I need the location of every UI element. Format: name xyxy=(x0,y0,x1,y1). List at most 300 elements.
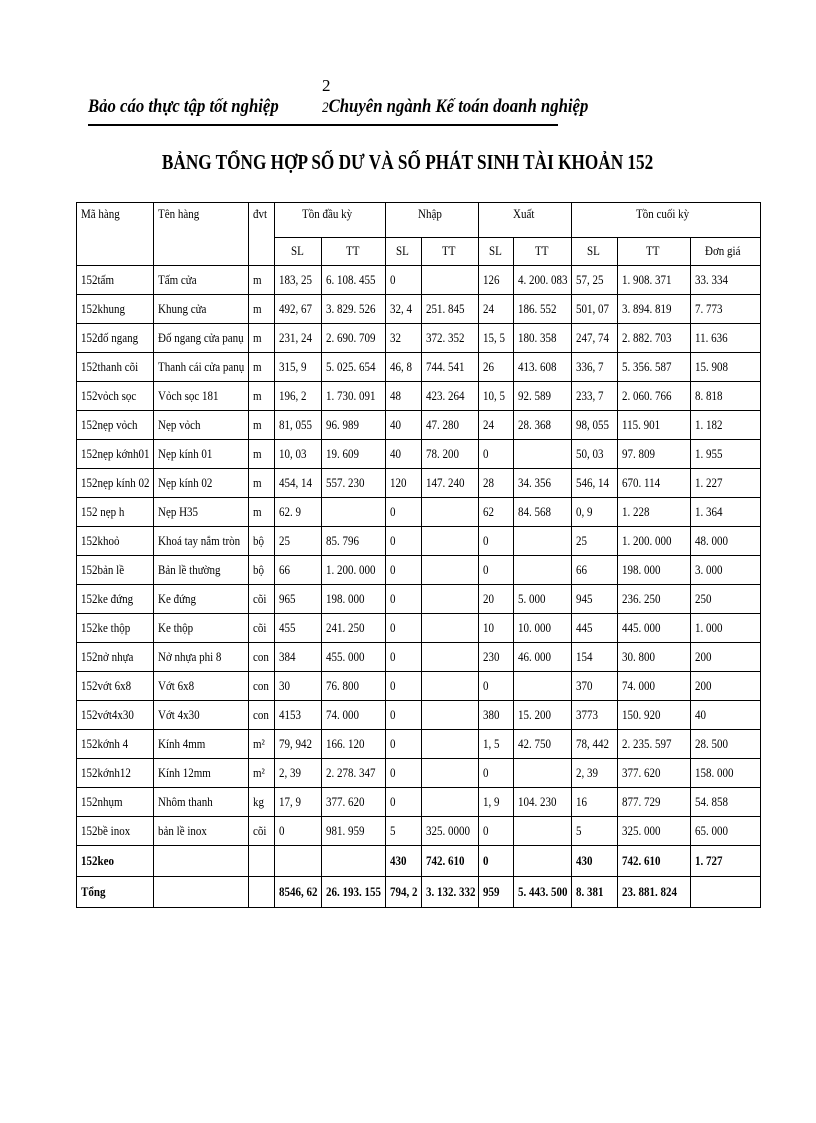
subheader-sl: SL xyxy=(572,238,618,266)
subheader-sl: SL xyxy=(386,238,422,266)
header-major xyxy=(322,96,588,118)
cell-ma-hang: 152bản lề xyxy=(77,556,154,585)
cell-dvt: m xyxy=(249,324,275,353)
document-title-text: BẢNG TỔNG HỢP SỐ DƯ VÀ SỐ PHÁT SINH TÀI KHOẢN 152 xyxy=(162,150,654,174)
cell-ten-hang xyxy=(154,846,249,877)
cell-ton-dau-sl: 81, 055 xyxy=(275,411,322,440)
cell-xuat-tt: 413. 608 xyxy=(514,353,572,382)
cell-ma-hang: 152vớt4x30 xyxy=(77,701,154,730)
cell-nhap-sl: 32, 4 xyxy=(386,295,422,324)
cell-ton-dau-sl: 0 xyxy=(275,817,322,846)
cell-don-gia: 33. 334 xyxy=(691,266,761,295)
cell-ton-cuoi-sl: 430 xyxy=(572,846,618,877)
cell-don-gia: 11. 636 xyxy=(691,324,761,353)
cell-ton-cuoi-sl: 445 xyxy=(572,614,618,643)
cell-dvt: bộ xyxy=(249,527,275,556)
cell-don-gia xyxy=(691,877,761,908)
cell-nhap-sl: 40 xyxy=(386,440,422,469)
cell-ton-dau-tt: 198. 000 xyxy=(322,585,386,614)
cell-nhap-sl: 794, 2 xyxy=(386,877,422,908)
cell-nhap-tt xyxy=(422,498,479,527)
cell-dvt: m xyxy=(249,382,275,411)
cell-ton-dau-sl: 10, 03 xyxy=(275,440,322,469)
table-row xyxy=(77,382,761,411)
cell-ten-hang xyxy=(154,877,249,908)
cell-ton-cuoi-sl: 78, 442 xyxy=(572,730,618,759)
cell-xuat-sl: 24 xyxy=(479,411,514,440)
cell-nhap-tt: 372. 352 xyxy=(422,324,479,353)
cell-xuat-tt xyxy=(514,672,572,701)
cell-ton-cuoi-tt: 1. 200. 000 xyxy=(618,527,691,556)
cell-xuat-sl: 1, 9 xyxy=(479,788,514,817)
cell-dvt: con xyxy=(249,701,275,730)
cell-ten-hang: Nhôm thanh xyxy=(154,788,249,817)
cell-xuat-tt: 5. 000 xyxy=(514,585,572,614)
cell-ton-cuoi-tt: 23. 881. 824 xyxy=(618,877,691,908)
cell-xuat-tt: 34. 356 xyxy=(514,469,572,498)
cell-ma-hang: 152 nẹp h xyxy=(77,498,154,527)
cell-ma-hang: 152kớnh 4 xyxy=(77,730,154,759)
cell-ton-dau-tt xyxy=(322,498,386,527)
cell-nhap-sl: 0 xyxy=(386,585,422,614)
cell-ten-hang: Thanh cái cửa panụ xyxy=(154,353,249,382)
account-152-summary-table xyxy=(76,202,761,908)
cell-dvt: con xyxy=(249,643,275,672)
cell-ton-cuoi-sl: 57, 25 xyxy=(572,266,618,295)
cell-ton-dau-tt: 76. 800 xyxy=(322,672,386,701)
cell-xuat-tt: 10. 000 xyxy=(514,614,572,643)
table-row-total xyxy=(77,877,761,908)
cell-ma-hang: 152nẹp kớnh01 xyxy=(77,440,154,469)
cell-ma-hang: 152kớnh12 xyxy=(77,759,154,788)
cell-xuat-tt: 186. 552 xyxy=(514,295,572,324)
cell-xuat-sl: 62 xyxy=(479,498,514,527)
cell-ma-hang: 152keo xyxy=(77,846,154,877)
table-row xyxy=(77,324,761,353)
cell-ma-hang: 152nẹp vỏch xyxy=(77,411,154,440)
cell-ton-cuoi-tt: 445. 000 xyxy=(618,614,691,643)
cell-ton-cuoi-sl: 5 xyxy=(572,817,618,846)
cell-ma-hang: Tổng xyxy=(77,877,154,908)
cell-xuat-tt: 104. 230 xyxy=(514,788,572,817)
cell-don-gia: 1. 727 xyxy=(691,846,761,877)
cell-ton-dau-tt: 1. 200. 000 xyxy=(322,556,386,585)
cell-ton-cuoi-sl: 8. 381 xyxy=(572,877,618,908)
table-row xyxy=(77,411,761,440)
subheader-tt: TT xyxy=(618,238,691,266)
cell-xuat-tt xyxy=(514,817,572,846)
cell-ten-hang: Vớt 4x30 xyxy=(154,701,249,730)
cell-ton-cuoi-tt: 2. 882. 703 xyxy=(618,324,691,353)
cell-ton-dau-tt: 557. 230 xyxy=(322,469,386,498)
cell-nhap-tt: 423. 264 xyxy=(422,382,479,411)
cell-ton-cuoi-sl: 336, 7 xyxy=(572,353,618,382)
cell-xuat-sl: 126 xyxy=(479,266,514,295)
cell-nhap-tt: 3. 132. 332 xyxy=(422,877,479,908)
cell-nhap-tt: 147. 240 xyxy=(422,469,479,498)
cell-nhap-tt: 325. 0000 xyxy=(422,817,479,846)
cell-ten-hang: Nẹp kính 01 xyxy=(154,440,249,469)
cell-xuat-tt: 180. 358 xyxy=(514,324,572,353)
cell-dvt: cõi xyxy=(249,585,275,614)
document-title xyxy=(0,150,816,175)
cell-ton-dau-sl: 2, 39 xyxy=(275,759,322,788)
cell-ton-cuoi-tt: 2. 060. 766 xyxy=(618,382,691,411)
cell-ten-hang: Ke thộp xyxy=(154,614,249,643)
cell-xuat-tt: 46. 000 xyxy=(514,643,572,672)
cell-ton-cuoi-sl: 370 xyxy=(572,672,618,701)
cell-dvt: cõi xyxy=(249,614,275,643)
cell-nhap-sl: 0 xyxy=(386,266,422,295)
cell-xuat-tt xyxy=(514,527,572,556)
cell-don-gia: 1. 182 xyxy=(691,411,761,440)
cell-ton-cuoi-sl: 3773 xyxy=(572,701,618,730)
cell-ton-cuoi-tt: 742. 610 xyxy=(618,846,691,877)
cell-xuat-sl: 0 xyxy=(479,672,514,701)
header-ten-hang: Tên hàng xyxy=(154,203,249,266)
cell-ten-hang: Tấm cửa xyxy=(154,266,249,295)
cell-xuat-tt: 15. 200 xyxy=(514,701,572,730)
cell-ton-dau-tt: 1. 730. 091 xyxy=(322,382,386,411)
cell-nhap-tt xyxy=(422,730,479,759)
cell-ten-hang: Khung cửa xyxy=(154,295,249,324)
cell-don-gia: 15. 908 xyxy=(691,353,761,382)
header-ma-hang: Mã hàng xyxy=(77,203,154,266)
cell-nhap-sl: 0 xyxy=(386,556,422,585)
table-row xyxy=(77,469,761,498)
table-row xyxy=(77,353,761,382)
cell-xuat-sl: 26 xyxy=(479,353,514,382)
cell-xuat-sl: 230 xyxy=(479,643,514,672)
cell-xuat-sl: 0 xyxy=(479,817,514,846)
header-dvt: đvt xyxy=(249,203,275,266)
cell-nhap-tt: 742. 610 xyxy=(422,846,479,877)
cell-ton-dau-sl: 196, 2 xyxy=(275,382,322,411)
cell-dvt: m xyxy=(249,469,275,498)
cell-nhap-sl: 5 xyxy=(386,817,422,846)
cell-ton-dau-sl: 66 xyxy=(275,556,322,585)
table-row xyxy=(77,556,761,585)
cell-ton-dau-sl: 79, 942 xyxy=(275,730,322,759)
cell-ten-hang: Nẹp vỏch xyxy=(154,411,249,440)
cell-xuat-sl: 0 xyxy=(479,759,514,788)
cell-ton-dau-tt: 96. 989 xyxy=(322,411,386,440)
cell-dvt: m² xyxy=(249,730,275,759)
cell-ma-hang: 152đố ngang xyxy=(77,324,154,353)
cell-ton-dau-sl: 454, 14 xyxy=(275,469,322,498)
table-row xyxy=(77,614,761,643)
cell-ton-dau-tt: 377. 620 xyxy=(322,788,386,817)
cell-ten-hang: Đố ngang cửa panụ xyxy=(154,324,249,353)
cell-xuat-tt xyxy=(514,556,572,585)
cell-nhap-sl: 32 xyxy=(386,324,422,353)
cell-ton-dau-sl xyxy=(275,846,322,877)
page-number: 2 xyxy=(322,76,331,95)
header-ton-cuoi-ky: Tồn cuối kỳ xyxy=(572,203,761,238)
cell-ma-hang: 152ke thộp xyxy=(77,614,154,643)
cell-nhap-sl: 0 xyxy=(386,672,422,701)
table-row xyxy=(77,440,761,469)
cell-don-gia: 1. 227 xyxy=(691,469,761,498)
cell-ton-dau-sl: 315, 9 xyxy=(275,353,322,382)
cell-don-gia: 1. 364 xyxy=(691,498,761,527)
cell-xuat-sl: 15, 5 xyxy=(479,324,514,353)
cell-ma-hang: 152ke đứng xyxy=(77,585,154,614)
cell-ton-cuoi-sl: 50, 03 xyxy=(572,440,618,469)
table-row xyxy=(77,672,761,701)
table-row xyxy=(77,788,761,817)
cell-dvt: m² xyxy=(249,759,275,788)
cell-ton-dau-sl: 183, 25 xyxy=(275,266,322,295)
cell-ton-cuoi-tt: 74. 000 xyxy=(618,672,691,701)
cell-xuat-sl: 10, 5 xyxy=(479,382,514,411)
cell-xuat-sl: 0 xyxy=(479,846,514,877)
header-nhap: Nhập xyxy=(386,203,479,238)
cell-nhap-sl: 48 xyxy=(386,382,422,411)
cell-nhap-sl: 430 xyxy=(386,846,422,877)
cell-ton-cuoi-sl: 66 xyxy=(572,556,618,585)
cell-ton-dau-tt: 85. 796 xyxy=(322,527,386,556)
cell-xuat-sl: 24 xyxy=(479,295,514,324)
cell-ten-hang: Khoá tay nắm tròn xyxy=(154,527,249,556)
cell-ton-cuoi-sl: 154 xyxy=(572,643,618,672)
subheader-sl: SL xyxy=(479,238,514,266)
cell-nhap-sl: 0 xyxy=(386,643,422,672)
cell-nhap-tt xyxy=(422,585,479,614)
table-row-keo xyxy=(77,846,761,877)
cell-nhap-tt: 744. 541 xyxy=(422,353,479,382)
cell-ten-hang: Nẹp kính 02 xyxy=(154,469,249,498)
cell-ma-hang: 152bề inox xyxy=(77,817,154,846)
cell-ton-dau-tt: 2. 278. 347 xyxy=(322,759,386,788)
cell-ten-hang: Nẹp H35 xyxy=(154,498,249,527)
cell-ma-hang: 152nẹp kính 02 xyxy=(77,469,154,498)
cell-ton-cuoi-sl: 0, 9 xyxy=(572,498,618,527)
cell-nhap-tt: 47. 280 xyxy=(422,411,479,440)
cell-ton-cuoi-sl: 546, 14 xyxy=(572,469,618,498)
cell-ton-cuoi-sl: 945 xyxy=(572,585,618,614)
cell-nhap-tt xyxy=(422,266,479,295)
subheader-tt: TT xyxy=(422,238,479,266)
cell-nhap-tt: 78. 200 xyxy=(422,440,479,469)
cell-ton-dau-tt: 2. 690. 709 xyxy=(322,324,386,353)
cell-ton-dau-tt: 19. 609 xyxy=(322,440,386,469)
subheader-tt: TT xyxy=(322,238,386,266)
cell-ton-dau-tt: 26. 193. 155 xyxy=(322,877,386,908)
cell-dvt: m xyxy=(249,266,275,295)
cell-ton-cuoi-tt: 1. 228 xyxy=(618,498,691,527)
cell-ton-dau-tt: 6. 108. 455 xyxy=(322,266,386,295)
cell-dvt: kg xyxy=(249,788,275,817)
cell-nhap-sl: 120 xyxy=(386,469,422,498)
cell-ton-dau-sl: 231, 24 xyxy=(275,324,322,353)
cell-ton-cuoi-sl: 501, 07 xyxy=(572,295,618,324)
cell-don-gia: 200 xyxy=(691,643,761,672)
table-row xyxy=(77,759,761,788)
cell-ton-dau-tt: 241. 250 xyxy=(322,614,386,643)
cell-don-gia: 3. 000 xyxy=(691,556,761,585)
cell-xuat-tt xyxy=(514,846,572,877)
cell-xuat-tt: 92. 589 xyxy=(514,382,572,411)
cell-ton-dau-sl: 492, 67 xyxy=(275,295,322,324)
cell-xuat-sl: 20 xyxy=(479,585,514,614)
cell-don-gia: 65. 000 xyxy=(691,817,761,846)
cell-nhap-sl: 46, 8 xyxy=(386,353,422,382)
cell-don-gia: 1. 955 xyxy=(691,440,761,469)
cell-nhap-sl: 0 xyxy=(386,498,422,527)
cell-nhap-sl: 0 xyxy=(386,788,422,817)
cell-ton-cuoi-sl: 25 xyxy=(572,527,618,556)
cell-ton-dau-sl: 17, 9 xyxy=(275,788,322,817)
cell-xuat-tt xyxy=(514,440,572,469)
cell-ten-hang: Ke đứng xyxy=(154,585,249,614)
cell-ton-cuoi-tt: 3. 894. 819 xyxy=(618,295,691,324)
cell-xuat-tt: 4. 200. 083 xyxy=(514,266,572,295)
cell-ton-cuoi-sl: 98, 055 xyxy=(572,411,618,440)
cell-ton-cuoi-tt: 30. 800 xyxy=(618,643,691,672)
table-row xyxy=(77,701,761,730)
cell-xuat-sl: 0 xyxy=(479,527,514,556)
cell-ma-hang: 152vỏch sọc xyxy=(77,382,154,411)
cell-nhap-tt xyxy=(422,672,479,701)
cell-ma-hang: 152nở nhựa xyxy=(77,643,154,672)
cell-xuat-sl: 0 xyxy=(479,440,514,469)
cell-ton-dau-sl: 25 xyxy=(275,527,322,556)
cell-ton-cuoi-tt: 877. 729 xyxy=(618,788,691,817)
subheader-don-gia: Đơn giá xyxy=(691,238,761,266)
cell-nhap-tt xyxy=(422,759,479,788)
cell-ten-hang: bản lề inox xyxy=(154,817,249,846)
table-row xyxy=(77,817,761,846)
cell-ten-hang: Kính 4mm xyxy=(154,730,249,759)
cell-ma-hang: 152nhụm xyxy=(77,788,154,817)
cell-nhap-tt xyxy=(422,614,479,643)
cell-ton-cuoi-tt: 236. 250 xyxy=(618,585,691,614)
cell-xuat-tt: 84. 568 xyxy=(514,498,572,527)
cell-ton-dau-tt: 74. 000 xyxy=(322,701,386,730)
cell-ton-dau-sl: 965 xyxy=(275,585,322,614)
cell-nhap-tt xyxy=(422,701,479,730)
cell-nhap-sl: 0 xyxy=(386,614,422,643)
cell-ten-hang: Kính 12mm xyxy=(154,759,249,788)
cell-ton-dau-tt: 166. 120 xyxy=(322,730,386,759)
cell-ma-hang: 152khoỏ xyxy=(77,527,154,556)
header-ton-dau-ky: Tồn đầu kỳ xyxy=(275,203,386,238)
cell-ma-hang: 152khung xyxy=(77,295,154,324)
cell-ton-dau-sl: 8546, 62 xyxy=(275,877,322,908)
cell-ten-hang: Vớt 6x8 xyxy=(154,672,249,701)
cell-don-gia: 40 xyxy=(691,701,761,730)
cell-dvt: cõi xyxy=(249,817,275,846)
cell-don-gia: 200 xyxy=(691,672,761,701)
cell-ton-cuoi-tt: 198. 000 xyxy=(618,556,691,585)
cell-don-gia: 7. 773 xyxy=(691,295,761,324)
cell-nhap-sl: 0 xyxy=(386,730,422,759)
header-report-title: Bảo cáo thực tập tốt nghiệp xyxy=(88,96,279,117)
cell-ton-cuoi-sl: 16 xyxy=(572,788,618,817)
cell-xuat-tt: 5. 443. 500 xyxy=(514,877,572,908)
cell-nhap-tt xyxy=(422,527,479,556)
cell-dvt: bộ xyxy=(249,556,275,585)
cell-ma-hang: 152tấm xyxy=(77,266,154,295)
cell-don-gia: 28. 500 xyxy=(691,730,761,759)
header-right-prefix: 2 xyxy=(322,100,329,116)
table-row xyxy=(77,643,761,672)
page-header xyxy=(88,96,589,126)
cell-ton-dau-sl: 30 xyxy=(275,672,322,701)
cell-ton-dau-sl: 62. 9 xyxy=(275,498,322,527)
cell-dvt xyxy=(249,846,275,877)
cell-ton-cuoi-sl: 247, 74 xyxy=(572,324,618,353)
cell-ton-cuoi-tt: 97. 809 xyxy=(618,440,691,469)
cell-don-gia: 8. 818 xyxy=(691,382,761,411)
cell-nhap-tt xyxy=(422,788,479,817)
cell-xuat-tt: 42. 750 xyxy=(514,730,572,759)
cell-dvt xyxy=(249,877,275,908)
cell-ton-dau-sl: 4153 xyxy=(275,701,322,730)
table-body xyxy=(77,266,761,908)
cell-ma-hang: 152vớt 6x8 xyxy=(77,672,154,701)
cell-ton-dau-tt: 455. 000 xyxy=(322,643,386,672)
cell-ma-hang: 152thanh cõi xyxy=(77,353,154,382)
cell-ten-hang: Vỏch sọc 181 xyxy=(154,382,249,411)
cell-dvt: m xyxy=(249,440,275,469)
cell-xuat-tt: 28. 368 xyxy=(514,411,572,440)
cell-ton-cuoi-tt: 5. 356. 587 xyxy=(618,353,691,382)
cell-ton-cuoi-tt: 1. 908. 371 xyxy=(618,266,691,295)
table-row xyxy=(77,498,761,527)
table-row xyxy=(77,527,761,556)
cell-xuat-sl: 959 xyxy=(479,877,514,908)
table-row xyxy=(77,266,761,295)
cell-dvt: m xyxy=(249,353,275,382)
table-row xyxy=(77,730,761,759)
cell-ton-cuoi-tt: 2. 235. 597 xyxy=(618,730,691,759)
cell-ton-dau-tt: 3. 829. 526 xyxy=(322,295,386,324)
cell-don-gia: 250 xyxy=(691,585,761,614)
subheader-sl: SL xyxy=(275,238,322,266)
cell-xuat-sl: 1, 5 xyxy=(479,730,514,759)
cell-xuat-tt xyxy=(514,759,572,788)
cell-ton-cuoi-tt: 115. 901 xyxy=(618,411,691,440)
cell-dvt: m xyxy=(249,498,275,527)
cell-dvt: m xyxy=(249,295,275,324)
table-header xyxy=(77,203,761,266)
cell-don-gia: 1. 000 xyxy=(691,614,761,643)
cell-xuat-sl: 380 xyxy=(479,701,514,730)
cell-nhap-sl: 40 xyxy=(386,411,422,440)
cell-nhap-tt: 251. 845 xyxy=(422,295,479,324)
cell-ten-hang: Nở nhựa phi 8 xyxy=(154,643,249,672)
subheader-tt: TT xyxy=(514,238,572,266)
cell-nhap-tt xyxy=(422,643,479,672)
cell-ton-cuoi-tt: 670. 114 xyxy=(618,469,691,498)
cell-nhap-sl: 0 xyxy=(386,701,422,730)
cell-ton-cuoi-sl: 233, 7 xyxy=(572,382,618,411)
cell-don-gia: 48. 000 xyxy=(691,527,761,556)
header-major-text: Chuyên ngành Kế toán doanh nghiệp xyxy=(328,96,589,117)
cell-nhap-tt xyxy=(422,556,479,585)
cell-xuat-sl: 28 xyxy=(479,469,514,498)
cell-nhap-sl: 0 xyxy=(386,759,422,788)
cell-dvt: con xyxy=(249,672,275,701)
cell-don-gia: 158. 000 xyxy=(691,759,761,788)
table-row xyxy=(77,585,761,614)
cell-ton-cuoi-tt: 150. 920 xyxy=(618,701,691,730)
cell-xuat-sl: 10 xyxy=(479,614,514,643)
cell-ten-hang: Bản lề thường xyxy=(154,556,249,585)
cell-ton-cuoi-sl: 2, 39 xyxy=(572,759,618,788)
